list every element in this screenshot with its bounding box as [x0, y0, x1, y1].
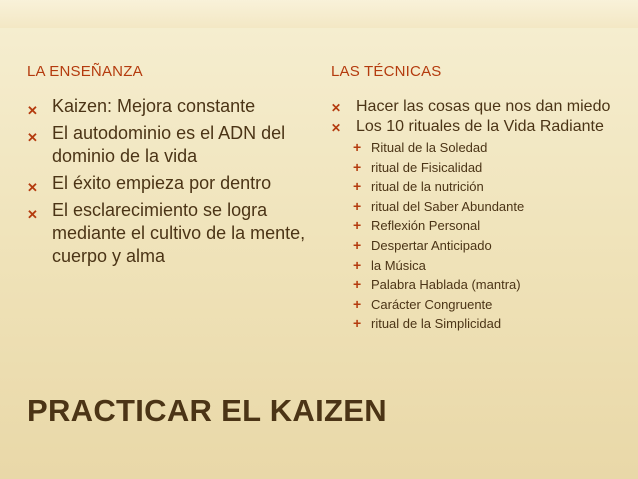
sub-item-text: la Música [371, 257, 426, 273]
bullet-text: Hacer las cosas que nos dan miedo [356, 98, 611, 115]
right-bullet-list [331, 97, 631, 334]
left-heading: LA ENSEÑANZA [27, 63, 143, 80]
x-bullet-icon: ✕ [27, 180, 38, 195]
x-bullet-icon: ✕ [27, 103, 38, 118]
sub-item-text: Reflexión Personal [371, 218, 481, 234]
sub-list-item [353, 158, 631, 178]
list-item [27, 172, 322, 195]
sub-item-text: Despertar Anticipado [371, 237, 492, 253]
sub-list-item [353, 138, 631, 158]
list-item [27, 199, 322, 268]
plus-bullet-icon: + [353, 139, 362, 155]
sub-list-item [353, 216, 631, 236]
list-item [27, 122, 322, 168]
plus-bullet-icon: + [353, 217, 362, 234]
sub-list-item [353, 197, 631, 217]
x-bullet-icon: ✕ [27, 130, 38, 145]
plus-bullet-icon: + [353, 158, 362, 175]
sub-list-item [353, 236, 631, 256]
sub-item-text: ritual de la nutrición [371, 179, 484, 195]
bullet-text: El esclarecimiento se logra mediante el cultivo de la mente, cuerpo y alma [52, 200, 306, 266]
sub-item-text: ritual de la Simplicidad [371, 316, 502, 332]
rituals-sub-list [353, 138, 631, 334]
sub-item-text: Carácter Congruente [371, 296, 493, 312]
plus-bullet-icon: + [353, 315, 362, 332]
right-heading: LAS TÉCNICAS [331, 63, 442, 80]
sub-item-text: ritual del Saber Abundante [371, 198, 525, 214]
sub-item-text: Palabra Hablada (mantra) [371, 277, 521, 293]
sub-list-item [353, 295, 631, 315]
list-item [27, 95, 322, 118]
plus-bullet-icon: + [353, 256, 362, 273]
sub-item-text: ritual de Fisicalidad [371, 159, 483, 175]
sub-list-item [353, 177, 631, 197]
plus-bullet-icon: + [353, 178, 362, 195]
bullet-text: Kaizen: Mejora constante [52, 96, 256, 116]
plus-bullet-icon: + [353, 197, 362, 214]
list-item [331, 97, 631, 116]
bullet-text: El autodominio es el ADN del dominio de la vida [52, 123, 286, 166]
sub-item-text: Ritual de la Soledad [371, 140, 488, 155]
slide-title: PRACTICAR EL KAIZEN [27, 393, 387, 428]
sub-list-item [353, 314, 631, 334]
x-bullet-icon: ✕ [331, 121, 342, 135]
sub-list-item [353, 256, 631, 276]
top-decorative-band [0, 0, 638, 28]
sub-list-item [353, 275, 631, 295]
x-bullet-icon: ✕ [27, 207, 38, 222]
plus-bullet-icon: + [353, 295, 362, 312]
left-bullet-list [27, 95, 322, 272]
plus-bullet-icon: + [353, 276, 362, 293]
bullet-text: Los 10 rituales de la Vida Radiante [356, 118, 604, 135]
x-bullet-icon: ✕ [331, 101, 342, 115]
list-item [331, 117, 631, 136]
bullet-text: El éxito empieza por dentro [52, 173, 272, 193]
plus-bullet-icon: + [353, 236, 362, 253]
